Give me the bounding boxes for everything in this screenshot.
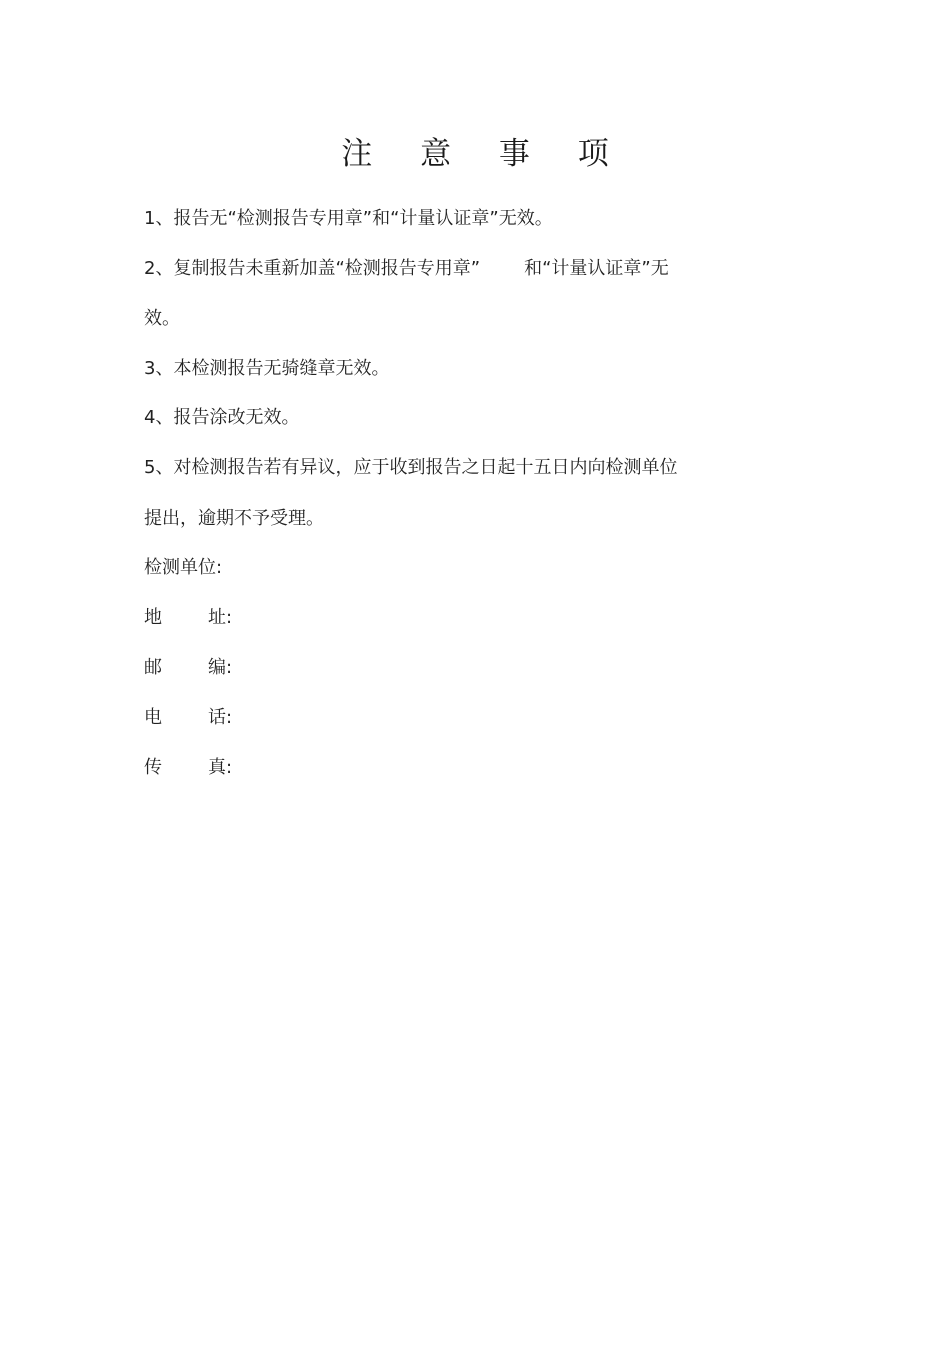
notice-item-2 <box>144 257 669 281</box>
address-field <box>144 606 232 630</box>
fax-label-char-2: 真: <box>208 757 233 778</box>
notice-item-3: 3、本检测报告无骑缝章无效。 <box>144 358 390 379</box>
postcode-field <box>144 656 232 680</box>
address-label-char-1: 地 <box>144 607 162 628</box>
notice-item-5: 5、对检测报告若有异议，应于收到报告之日起十五日内向检测单位 <box>144 457 678 478</box>
phone-field <box>144 706 232 730</box>
notice-item-2-part-b: 和“计量认证章”无 <box>524 258 669 279</box>
notice-item-4: 4、报告涂改无效。 <box>144 407 300 428</box>
fax-label-char-1: 传 <box>144 757 162 778</box>
fax-field <box>144 756 232 780</box>
postcode-label-char-2: 编: <box>208 657 233 678</box>
phone-label-char-2: 话: <box>208 707 233 728</box>
notice-item-5-continued: 提出，逾期不予受理。 <box>144 508 324 529</box>
page-title: 注 意 事 项 <box>341 136 628 172</box>
postcode-label-char-1: 邮 <box>144 657 162 678</box>
testing-unit-label: 检测单位: <box>144 557 223 578</box>
address-label-char-2: 址: <box>208 607 233 628</box>
phone-label-char-1: 电 <box>144 707 162 728</box>
notice-item-1: 1、报告无“检测报告专用章”和“计量认证章”无效。 <box>144 208 553 229</box>
notice-item-2-part-a: 2、复制报告未重新加盖“检测报告专用章” <box>144 258 481 279</box>
notice-item-2-continued: 效。 <box>144 308 180 329</box>
